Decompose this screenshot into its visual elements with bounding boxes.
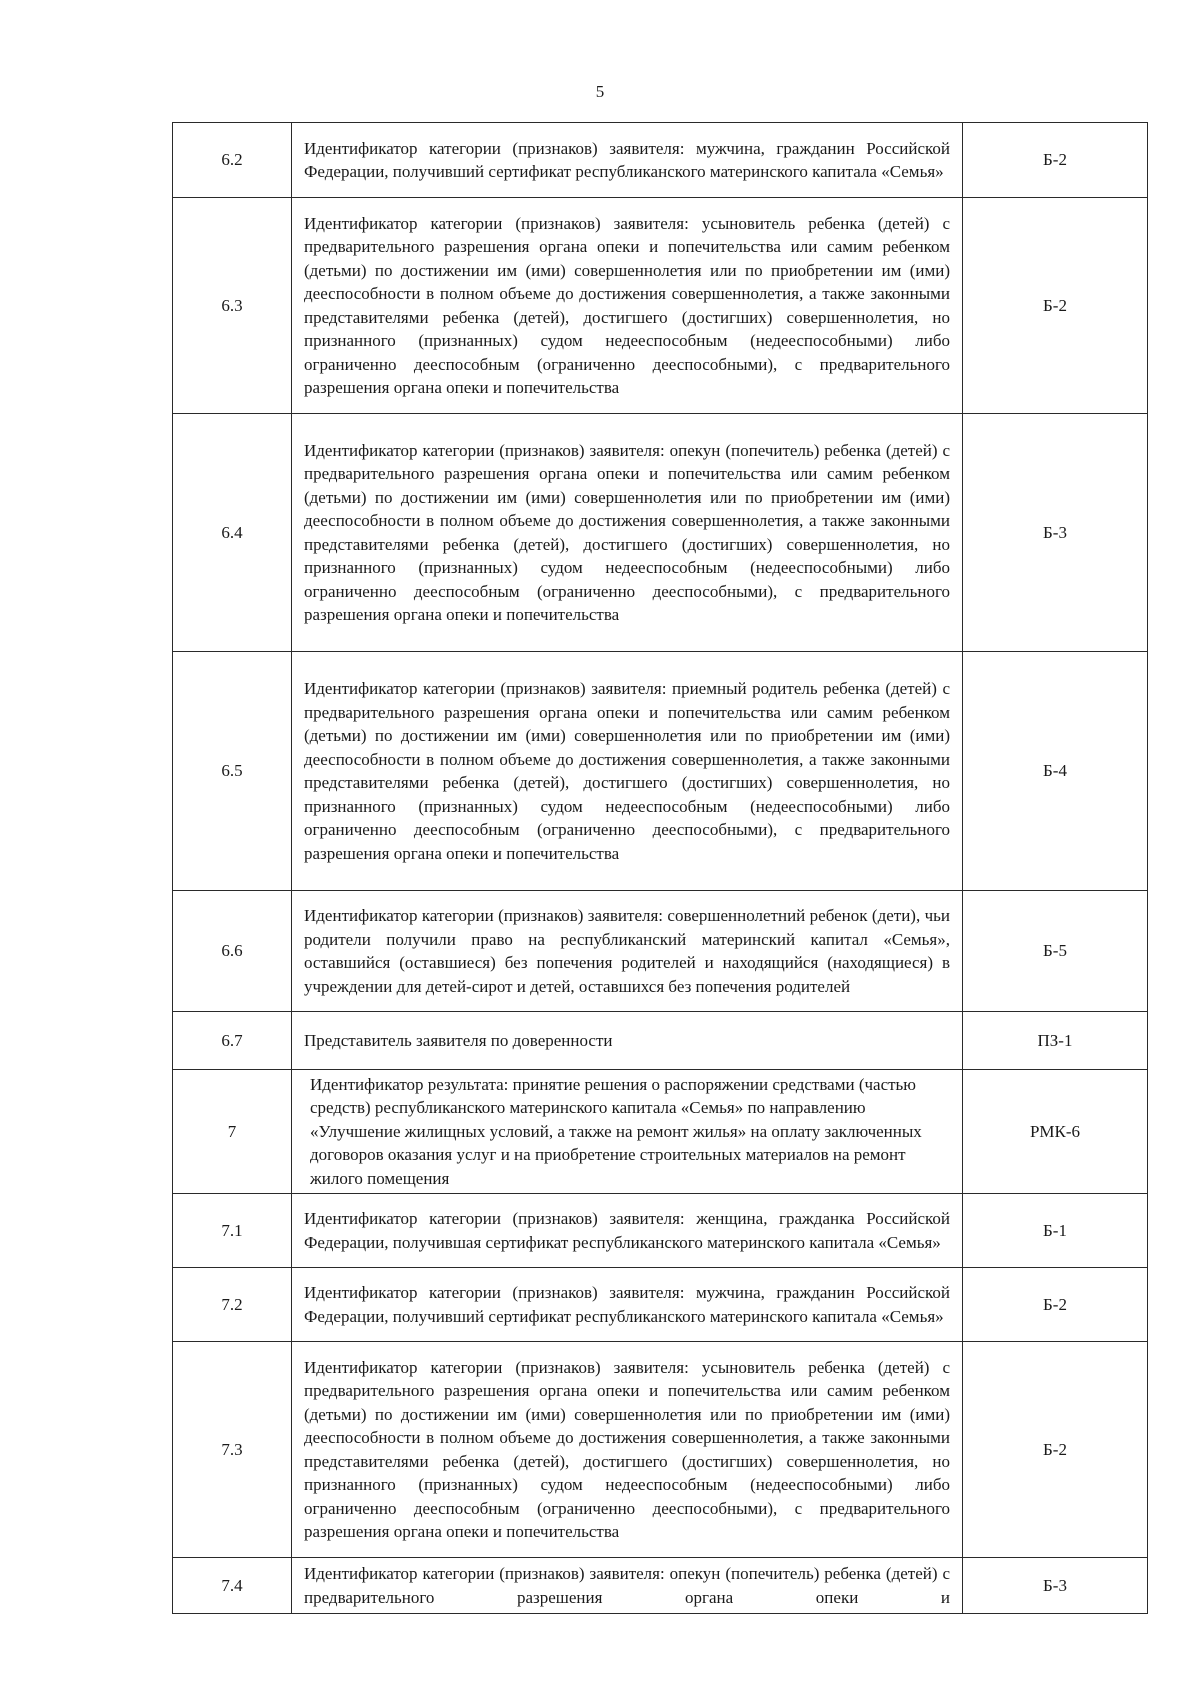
- row-code: Б-2: [963, 198, 1148, 414]
- row-description: Идентификатор категории (признаков) заявителя: опекун (попечитель) ребенка (детей) с предварительного разрешения органа опеки и попечительства или самим ребенком (детьми) по достижении им (ими) совершеннолетия или по приобретении им (ими) дееспособности в полном объеме до достижения совершеннолетия, а также законными представителями ребенка (детей), достигшего (достигших) совершеннолетия, но признанного (признанных) судом недееспособным (недееспособными) либо ограниченно дееспособным (ограниченно дееспособными), с предварительного разрешения органа опеки и попечительства: [292, 414, 963, 652]
- row-description: Идентификатор категории (признаков) заявителя: мужчина, гражданин Российской Федерации, получивший сертификат республиканского материнского капитала «Семья»: [292, 123, 963, 198]
- row-number: 6.6: [173, 891, 292, 1012]
- row-code: ПЗ-1: [963, 1012, 1148, 1070]
- row-code: Б-5: [963, 891, 1148, 1012]
- row-code: Б-2: [963, 1342, 1148, 1558]
- row-number: 7.3: [173, 1342, 292, 1558]
- row-code: Б-4: [963, 652, 1148, 891]
- row-description: Идентификатор категории (признаков) заявителя: женщина, гражданка Российской Федерации, получившая сертификат республиканского материнского капитала «Семья»: [292, 1194, 963, 1268]
- table-row: [173, 891, 1148, 1012]
- row-description: Идентификатор категории (признаков) заявителя: усыновитель ребенка (детей) с предварительного разрешения органа опеки и попечительства или самим ребенком (детьми) по достижении им (ими) совершеннолетия или по приобретении им (ими) дееспособности в полном объеме до достижения совершеннолетия, а также законными представителями ребенка (детей), достигшего (достигших) совершеннолетия, но признанного (признанных) судом недееспособным (недееспособными) либо ограниченно дееспособным (ограниченно дееспособными), с предварительного разрешения органа опеки и попечительства: [292, 198, 963, 414]
- table-row: [173, 198, 1148, 414]
- row-number: 7: [173, 1070, 292, 1194]
- row-description: Идентификатор категории (признаков) заявителя: усыновитель ребенка (детей) с предварительного разрешения органа опеки и попечительства или самим ребенком (детьми) по достижении им (ими) совершеннолетия или по приобретении им (ими) дееспособности в полном объеме до достижения совершеннолетия, а также законными представителями ребенка (детей), достигшего (достигших) совершеннолетия, но признанного (признанных) судом недееспособным (недееспособными) либо ограниченно дееспособным (ограниченно дееспособными), с предварительного разрешения органа опеки и попечительства: [292, 1342, 963, 1558]
- row-number: 6.3: [173, 198, 292, 414]
- table-row: [173, 1070, 1148, 1194]
- row-description: Идентификатор категории (признаков) заявителя: мужчина, гражданин Российской Федерации, получивший сертификат республиканского материнского капитала «Семья»: [292, 1268, 963, 1342]
- services-table: [172, 122, 1148, 1614]
- table-row: [173, 652, 1148, 891]
- row-number: 6.4: [173, 414, 292, 652]
- row-code: Б-2: [963, 123, 1148, 198]
- row-number: 7.2: [173, 1268, 292, 1342]
- row-number: 7.4: [173, 1558, 292, 1614]
- row-description: Идентификатор категории (признаков) заявителя: совершеннолетний ребенок (дети), чьи родители получили право на республиканский материнский капитал «Семья», оставшийся (оставшиеся) без попечения родителей и находящийся (находящиеся) в учреждении для детей-сирот и детей, оставшихся без попечения родителей: [292, 891, 963, 1012]
- row-number: 6.2: [173, 123, 292, 198]
- row-code: РМК-6: [963, 1070, 1148, 1194]
- row-description: Представитель заявителя по доверенности: [292, 1012, 963, 1070]
- row-description: Идентификатор категории (признаков) заявителя: опекун (попечитель) ребенка (детей) с предварительного разрешения органа опеки и: [292, 1558, 963, 1614]
- row-code: Б-3: [963, 414, 1148, 652]
- table-row: [173, 123, 1148, 198]
- row-description: Идентификатор категории (признаков) заявителя: приемный родитель ребенка (детей) с предварительного разрешения органа опеки и попечительства или самим ребенком (детьми) по достижении им (ими) совершеннолетия или по приобретении им (ими) дееспособности в полном объеме до достижения совершеннолетия, а также законными представителями ребенка (детей), достигшего (достигших) совершеннолетия, но признанного (признанных) судом недееспособным (недееспособными) либо ограниченно дееспособным (ограниченно дееспособными), с предварительного разрешения органа опеки и попечительства: [292, 652, 963, 891]
- table-row: [173, 1558, 1148, 1614]
- row-number: 7.1: [173, 1194, 292, 1268]
- row-number: 6.5: [173, 652, 292, 891]
- page-number: 5: [595, 82, 605, 101]
- row-description: Идентификатор результата: принятие решения о распоряжении средствами (частью средств) республиканского материнского капитала «Семья» по направлению «Улучшение жилищных условий, а также на ремонт жилья» на оплату заключенных договоров оказания услуг и на приобретение строительных материалов на ремонт жилого помещения: [292, 1070, 963, 1194]
- row-code: Б-3: [963, 1558, 1148, 1614]
- table-row: [173, 414, 1148, 652]
- table-row: [173, 1342, 1148, 1558]
- row-number: 6.7: [173, 1012, 292, 1070]
- table-row: [173, 1268, 1148, 1342]
- row-code: Б-2: [963, 1268, 1148, 1342]
- table-row: [173, 1012, 1148, 1070]
- table-row: [173, 1194, 1148, 1268]
- row-code: Б-1: [963, 1194, 1148, 1268]
